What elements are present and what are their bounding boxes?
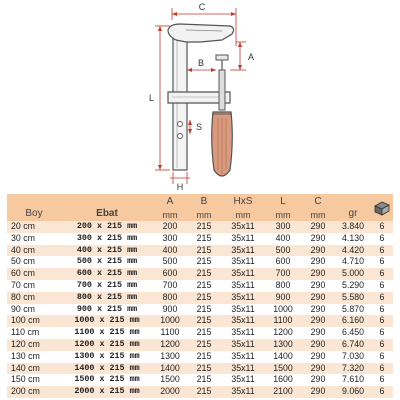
dim-s-arrow-top xyxy=(188,120,192,125)
cell-c: 290 xyxy=(301,233,335,245)
cell-gr: 4.420 xyxy=(335,245,371,257)
bar-rivet xyxy=(178,122,183,127)
dim-l-arrow-bottom xyxy=(158,165,162,170)
dim-a-arrow-bottom xyxy=(238,65,242,70)
cell-c: 290 xyxy=(301,339,335,351)
cell-l: 300 xyxy=(265,221,301,233)
cell-hxs: 35x11 xyxy=(221,245,265,257)
cell-hxs: 35x11 xyxy=(221,351,265,363)
cell-c: 290 xyxy=(301,221,335,233)
cell-gr: 4.710 xyxy=(335,256,371,268)
fixed-jaw xyxy=(168,24,234,42)
cell-b: 215 xyxy=(187,363,221,375)
cell-b: 215 xyxy=(187,256,221,268)
table-row xyxy=(7,304,393,316)
cell-qty: 6 xyxy=(371,292,393,304)
cell-a: 1100 xyxy=(153,327,187,339)
dim-s-label: S xyxy=(196,122,203,132)
cell-l: 700 xyxy=(265,268,301,280)
cell-boy: 200 cm xyxy=(7,386,61,398)
cell-boy: 60 cm xyxy=(7,268,61,280)
cell-qty: 6 xyxy=(371,327,393,339)
table-row xyxy=(7,374,393,386)
header-l: L xyxy=(265,194,301,209)
header-ebat: Ebat xyxy=(61,194,153,221)
cell-a: 300 xyxy=(153,233,187,245)
cell-c: 290 xyxy=(301,304,335,316)
cell-l: 400 xyxy=(265,233,301,245)
cell-l: 500 xyxy=(265,245,301,257)
dim-c-arrow-left xyxy=(172,12,177,16)
cell-hxs: 35x11 xyxy=(221,233,265,245)
cell-b: 215 xyxy=(187,292,221,304)
unit-l: mm xyxy=(265,209,301,221)
dim-a-label: A xyxy=(248,52,255,62)
cell-a: 500 xyxy=(153,256,187,268)
cell-qty: 6 xyxy=(371,233,393,245)
cell-a: 400 xyxy=(153,245,187,257)
cell-c: 290 xyxy=(301,245,335,257)
cell-c: 290 xyxy=(301,280,335,292)
cell-boy: 90 cm xyxy=(7,304,61,316)
unit-a: mm xyxy=(153,209,187,221)
cell-a: 1300 xyxy=(153,351,187,363)
cell-ebat: 1300 x 215 mm xyxy=(61,351,153,363)
cell-hxs: 35x11 xyxy=(221,221,265,233)
cell-l: 1200 xyxy=(265,327,301,339)
cell-boy: 110 cm xyxy=(7,327,61,339)
cell-boy: 80 cm xyxy=(7,292,61,304)
header-b: B xyxy=(187,194,221,209)
cell-gr: 5.000 xyxy=(335,268,371,280)
table-row xyxy=(7,292,393,304)
cell-hxs: 35x11 xyxy=(221,386,265,398)
cell-a: 1200 xyxy=(153,339,187,351)
cell-b: 215 xyxy=(187,221,221,233)
header-a: A xyxy=(153,194,187,209)
cell-b: 215 xyxy=(187,268,221,280)
cell-a: 800 xyxy=(153,292,187,304)
cell-b: 215 xyxy=(187,304,221,316)
cell-qty: 6 xyxy=(371,256,393,268)
cell-c: 290 xyxy=(301,363,335,375)
cell-ebat: 1100 x 215 mm xyxy=(61,327,153,339)
cell-l: 1400 xyxy=(265,351,301,363)
cell-qty: 6 xyxy=(371,280,393,292)
cell-hxs: 35x11 xyxy=(221,339,265,351)
dim-h-label: H xyxy=(176,182,184,190)
cell-ebat: 500 x 215 mm xyxy=(61,256,153,268)
table-row xyxy=(7,221,393,233)
cell-boy: 130 cm xyxy=(7,351,61,363)
cell-a: 1500 xyxy=(153,374,187,386)
cell-gr: 5.870 xyxy=(335,304,371,316)
cell-l: 1300 xyxy=(265,339,301,351)
cell-b: 215 xyxy=(187,280,221,292)
cell-qty: 6 xyxy=(371,304,393,316)
table-body xyxy=(7,221,393,398)
cell-ebat: 1000 x 215 mm xyxy=(61,315,153,327)
cell-qty: 6 xyxy=(371,268,393,280)
table-row xyxy=(7,315,393,327)
header-gr: gr xyxy=(335,194,371,221)
unit-hxs: mm xyxy=(221,209,265,221)
cell-a: 1000 xyxy=(153,315,187,327)
cell-qty: 6 xyxy=(371,315,393,327)
spec-table xyxy=(7,194,393,398)
cell-l: 800 xyxy=(265,280,301,292)
cell-ebat: 400 x 215 mm xyxy=(61,245,153,257)
cell-hxs: 35x11 xyxy=(221,327,265,339)
cell-c: 290 xyxy=(301,327,335,339)
dim-l-label: L xyxy=(149,93,155,103)
dim-a-arrow-top xyxy=(238,42,242,47)
cell-ebat: 1400 x 215 mm xyxy=(61,363,153,375)
cell-gr: 4.130 xyxy=(335,233,371,245)
cell-a: 900 xyxy=(153,304,187,316)
table-row xyxy=(7,351,393,363)
cell-c: 290 xyxy=(301,351,335,363)
cell-c: 290 xyxy=(301,386,335,398)
cell-boy: 100 cm xyxy=(7,315,61,327)
table-row xyxy=(7,256,393,268)
cell-c: 290 xyxy=(301,315,335,327)
cell-gr: 6.450 xyxy=(335,327,371,339)
cell-l: 1500 xyxy=(265,363,301,375)
cell-b: 215 xyxy=(187,351,221,363)
cell-boy: 120 cm xyxy=(7,339,61,351)
cell-qty: 6 xyxy=(371,339,393,351)
unit-b: mm xyxy=(187,209,221,221)
cell-ebat: 600 x 215 mm xyxy=(61,268,153,280)
cell-b: 215 xyxy=(187,374,221,386)
screw-rod xyxy=(219,70,225,110)
cell-gr: 3.840 xyxy=(335,221,371,233)
table-header-row xyxy=(7,194,393,209)
table-row xyxy=(7,245,393,257)
cell-b: 215 xyxy=(187,233,221,245)
cell-l: 900 xyxy=(265,292,301,304)
cell-hxs: 35x11 xyxy=(221,374,265,386)
cell-ebat: 800 x 215 mm xyxy=(61,292,153,304)
table-row xyxy=(7,280,393,292)
dim-c-arrow-right xyxy=(231,12,236,16)
dim-b-label: B xyxy=(197,58,205,68)
cell-qty: 6 xyxy=(371,351,393,363)
cell-a: 2000 xyxy=(153,386,187,398)
cell-gr: 7.030 xyxy=(335,351,371,363)
table-row xyxy=(7,327,393,339)
cell-b: 215 xyxy=(187,386,221,398)
weight-box-icon xyxy=(373,200,391,216)
cell-c: 290 xyxy=(301,256,335,268)
cell-ebat: 300 x 215 mm xyxy=(61,233,153,245)
cell-ebat: 900 x 215 mm xyxy=(61,304,153,316)
header-c: C xyxy=(301,194,335,209)
cell-ebat: 2000 x 215 mm xyxy=(61,386,153,398)
cell-hxs: 35x11 xyxy=(221,363,265,375)
cell-ebat: 200 x 215 mm xyxy=(61,221,153,233)
cell-hxs: 35x11 xyxy=(221,315,265,327)
dim-l-arrow-top xyxy=(158,26,162,31)
cell-ebat: 700 x 215 mm xyxy=(61,280,153,292)
cell-boy: 70 cm xyxy=(7,280,61,292)
cell-c: 290 xyxy=(301,374,335,386)
cell-gr: 6.160 xyxy=(335,315,371,327)
header-hxs: HxS xyxy=(221,194,265,209)
cell-l: 1000 xyxy=(265,304,301,316)
cell-l: 2100 xyxy=(265,386,301,398)
cell-c: 290 xyxy=(301,292,335,304)
cell-b: 215 xyxy=(187,245,221,257)
table-row xyxy=(7,363,393,375)
header-icon-cell xyxy=(371,194,393,221)
cell-hxs: 35x11 xyxy=(221,292,265,304)
cell-l: 600 xyxy=(265,256,301,268)
cell-boy: 140 cm xyxy=(7,363,61,375)
cell-a: 600 xyxy=(153,268,187,280)
dim-s-arrow-bottom xyxy=(188,129,192,134)
cell-l: 1600 xyxy=(265,374,301,386)
cell-qty: 6 xyxy=(371,374,393,386)
cell-ebat: 1200 x 215 mm xyxy=(61,339,153,351)
dim-b-arrow-right xyxy=(211,68,216,72)
bar-rivet xyxy=(178,134,183,139)
cell-gr: 7.320 xyxy=(335,363,371,375)
dim-c-label: C xyxy=(198,2,206,12)
cell-gr: 6.740 xyxy=(335,339,371,351)
cell-l: 1100 xyxy=(265,315,301,327)
cell-c: 290 xyxy=(301,268,335,280)
dim-b-arrow-left xyxy=(187,68,192,72)
cell-gr: 5.580 xyxy=(335,292,371,304)
header-boy: Boy xyxy=(7,194,61,221)
cell-gr: 9.060 xyxy=(335,386,371,398)
cell-qty: 6 xyxy=(371,245,393,257)
cell-b: 215 xyxy=(187,327,221,339)
cell-qty: 6 xyxy=(371,221,393,233)
cell-a: 700 xyxy=(153,280,187,292)
cell-boy: 20 cm xyxy=(7,221,61,233)
cell-qty: 6 xyxy=(371,386,393,398)
cell-a: 1400 xyxy=(153,363,187,375)
cell-gr: 5.290 xyxy=(335,280,371,292)
table-row xyxy=(7,233,393,245)
cell-a: 200 xyxy=(153,221,187,233)
cell-b: 215 xyxy=(187,339,221,351)
cell-boy: 150 cm xyxy=(7,374,61,386)
cell-ebat: 1500 x 215 mm xyxy=(61,374,153,386)
cell-boy: 30 cm xyxy=(7,233,61,245)
cell-boy: 40 cm xyxy=(7,245,61,257)
cell-gr: 7.610 xyxy=(335,374,371,386)
table-row xyxy=(7,339,393,351)
unit-c: mm xyxy=(301,209,335,221)
cell-qty: 6 xyxy=(371,363,393,375)
cell-hxs: 35x11 xyxy=(221,256,265,268)
cell-boy: 50 cm xyxy=(7,256,61,268)
cell-hxs: 35x11 xyxy=(221,268,265,280)
cell-hxs: 35x11 xyxy=(221,304,265,316)
table-row xyxy=(7,386,393,398)
cell-hxs: 35x11 xyxy=(221,280,265,292)
cell-b: 215 xyxy=(187,315,221,327)
table-row xyxy=(7,268,393,280)
jaw-pad xyxy=(216,55,228,60)
clamp-diagram xyxy=(0,0,400,190)
